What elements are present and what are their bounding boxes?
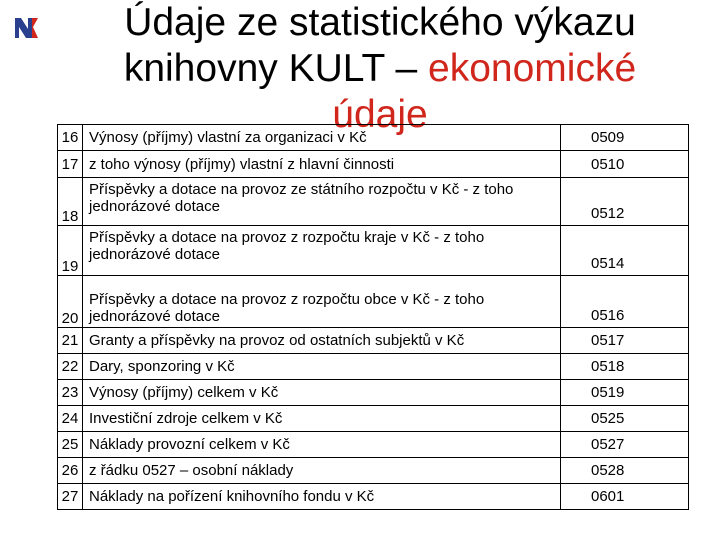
title-line-2-accent: ekonomické: [428, 47, 637, 90]
title-line-2: [40, 46, 720, 92]
row-label: Výnosy (příjmy) celkem v Kč: [83, 380, 561, 406]
table-row: [58, 484, 689, 510]
row-number: 26: [58, 458, 83, 484]
page-title: [40, 0, 720, 138]
row-number: 20: [58, 276, 83, 328]
row-number: 21: [58, 328, 83, 354]
row-label: Příspěvky a dotace na provoz z rozpočtu kraje v Kč - z toho jednorázové dotace: [83, 226, 561, 276]
table-row: [58, 276, 689, 328]
table-row: [58, 178, 689, 226]
row-code: 0518: [561, 354, 689, 380]
table-row: [58, 380, 689, 406]
row-label: z řádku 0527 – osobní náklady: [83, 458, 561, 484]
row-number: 27: [58, 484, 83, 510]
row-number: 25: [58, 432, 83, 458]
row-number: 16: [58, 125, 83, 151]
row-code: 0601: [561, 484, 689, 510]
row-number: 17: [58, 151, 83, 178]
row-number: 19: [58, 226, 83, 276]
title-line-3: údaje: [332, 93, 428, 136]
row-label: Granty a příspěvky na provoz od ostatních subjektů v Kč: [83, 328, 561, 354]
row-label: Příspěvky a dotace na provoz ze státního rozpočtu v Kč - z toho jednorázové dotace: [83, 178, 561, 226]
row-label: Příspěvky a dotace na provoz z rozpočtu obce v Kč - z toho jednorázové dotace: [83, 276, 561, 328]
row-label: Dary, sponzoring v Kč: [83, 354, 561, 380]
row-label: Výnosy (příjmy) vlastní za organizaci v Kč: [83, 125, 561, 151]
row-code: 0519: [561, 380, 689, 406]
title-line-2-main: knihovny KULT –: [123, 47, 429, 90]
row-number: 24: [58, 406, 83, 432]
table-row: [58, 406, 689, 432]
row-label: z toho výnosy (příjmy) vlastní z hlavní činnosti: [83, 151, 561, 178]
row-label: Náklady provozní celkem v Kč: [83, 432, 561, 458]
row-number: 22: [58, 354, 83, 380]
row-code: 0517: [561, 328, 689, 354]
table-row: [58, 432, 689, 458]
statistics-table: [57, 124, 689, 510]
title-line-1: Údaje ze statistického výkazu: [124, 1, 636, 44]
nk-logo-icon: [12, 14, 40, 42]
row-code: 0510: [561, 151, 689, 178]
table-row: [58, 226, 689, 276]
row-label: Investiční zdroje celkem v Kč: [83, 406, 561, 432]
table-row: [58, 354, 689, 380]
row-code: 0514: [561, 226, 689, 276]
table-row: [58, 458, 689, 484]
row-label: Náklady na pořízení knihovního fondu v Kč: [83, 484, 561, 510]
row-code: 0509: [561, 125, 689, 151]
row-code: 0512: [561, 178, 689, 226]
row-number: 18: [58, 178, 83, 226]
row-code: 0528: [561, 458, 689, 484]
table-row: [58, 151, 689, 178]
table-row: [58, 328, 689, 354]
table-row: [58, 125, 689, 151]
row-code: 0525: [561, 406, 689, 432]
row-number: 23: [58, 380, 83, 406]
row-code: 0516: [561, 276, 689, 328]
row-code: 0527: [561, 432, 689, 458]
